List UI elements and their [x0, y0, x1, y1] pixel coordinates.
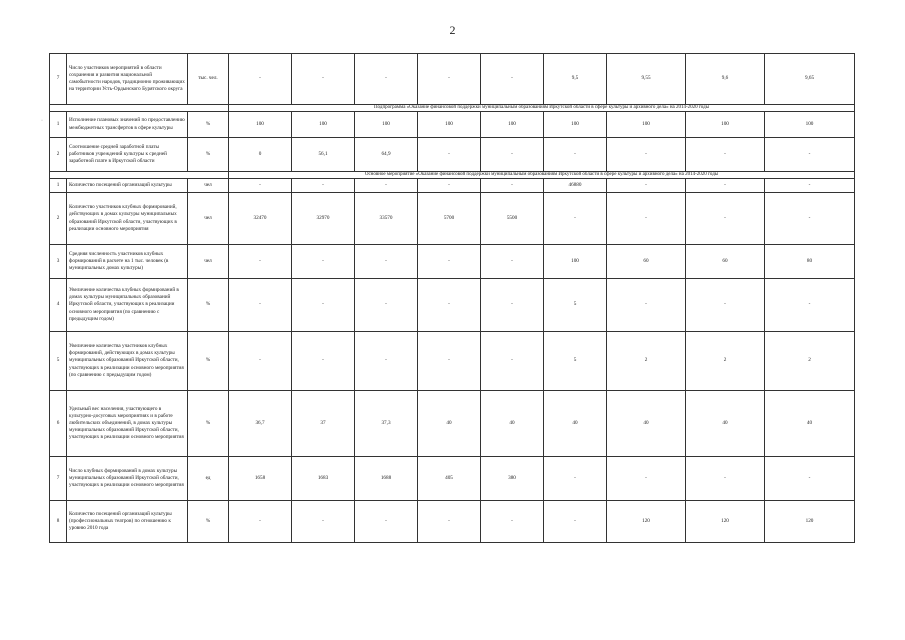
value-cell: 120 [686, 501, 765, 543]
indicator-name: Удельный вес населения, участвующего в культурно-досуговых мероприятиях и в работе любительских объединений, в домах культуры муниципальных образований Иркутской области, участвующих в реализации основного мероприятия [67, 391, 188, 457]
value-cell: - [418, 501, 481, 543]
value-cell: 1688 [355, 457, 418, 501]
value-cell: - [481, 501, 544, 543]
value-cell: - [765, 279, 855, 332]
value-cell: - [481, 54, 544, 105]
value-cell: 1683 [292, 457, 355, 501]
value-cell: 36,7 [229, 391, 292, 457]
unit-cell: % [188, 112, 229, 138]
section-header-row [50, 105, 855, 112]
value-cell: - [292, 179, 355, 193]
value-cell: 100 [481, 112, 544, 138]
value-cell: - [607, 193, 686, 245]
value-cell: - [607, 138, 686, 172]
indicator-name: Количество участников клубных формирований, действующих в домах культуры муниципальных образований Иркутской области, участвующих в реализации основного мероприятия [67, 193, 188, 245]
value-cell: - [481, 279, 544, 332]
section-blank-cell [50, 172, 229, 179]
row-number: 1 [50, 112, 67, 138]
value-cell: 80 [765, 245, 855, 279]
value-cell: 380 [481, 457, 544, 501]
value-cell: - [481, 332, 544, 391]
table-row [50, 501, 855, 543]
value-cell: 40 [765, 391, 855, 457]
indicator-name: Число клубных формирований в домах культуры муниципальных образований Иркутской области, участвующих в реализации основного мероприятия [67, 457, 188, 501]
value-cell: - [686, 279, 765, 332]
value-cell: 37 [292, 391, 355, 457]
value-cell: 32470 [229, 193, 292, 245]
value-cell: 40 [607, 391, 686, 457]
value-cell: - [292, 54, 355, 105]
indicator-name: Количество посещений организаций культуры (профессиональных театров) по отношению к уровню 2010 года [67, 501, 188, 543]
value-cell: - [544, 457, 607, 501]
value-cell: - [229, 179, 292, 193]
value-cell: - [229, 332, 292, 391]
value-cell: 60 [607, 245, 686, 279]
value-cell: - [292, 279, 355, 332]
value-cell: 0 [229, 138, 292, 172]
value-cell: - [765, 457, 855, 501]
section-title: Подпрограмма «Оказание финансовой поддержки муниципальным образованиям Иркутской области в сфере культуры и архивного дела» на 2014-2020 годы [229, 105, 855, 112]
value-cell: - [481, 138, 544, 172]
value-cell: - [292, 332, 355, 391]
value-cell: 40 [544, 391, 607, 457]
indicator-name: Увеличение количества участников клубных формирований, действующих в домах культуры муниципальных образований Иркутской области, участвующих в реализации основного мероприятия (по сравнению с предыдущим годом) [67, 332, 188, 391]
value-cell: 5700 [418, 193, 481, 245]
unit-cell: % [188, 391, 229, 457]
indicators-table [49, 53, 855, 543]
value-cell: 100 [765, 112, 855, 138]
value-cell: 64,9 [355, 138, 418, 172]
section-title: Основное мероприятие «Оказание финансовой поддержки муниципальным образованиям Иркутской области в сфере культуры и архивного дела» на 2014-2020 годы [229, 172, 855, 179]
row-number: 6 [50, 391, 67, 457]
value-cell: - [481, 245, 544, 279]
row-number: 1 [50, 179, 67, 193]
value-cell: 5 [544, 279, 607, 332]
value-cell: - [544, 501, 607, 543]
indicator-name: Увеличение количества клубных формирований в домах культуры муниципальных образований Иркутской области, участвующих в реализации основного мероприятия (по сравнению с предыдущим годом) [67, 279, 188, 332]
value-cell: 40 [686, 391, 765, 457]
unit-cell: чел [188, 193, 229, 245]
value-cell: 100 [544, 112, 607, 138]
table-row [50, 279, 855, 332]
value-cell: - [607, 457, 686, 501]
table-row [50, 332, 855, 391]
value-cell: - [229, 54, 292, 105]
value-cell: - [418, 179, 481, 193]
value-cell: 2 [686, 332, 765, 391]
value-cell: - [686, 193, 765, 245]
value-cell: 100 [355, 112, 418, 138]
row-number: 5 [50, 332, 67, 391]
indicator-name: Число участников мероприятий в области сохранения и развития национальной самобытности народов, традиционно проживающих на территории Усть-Ордынского Бурятского округа [67, 54, 188, 105]
row-number: 7 [50, 54, 67, 105]
value-cell: - [418, 138, 481, 172]
value-cell: 60 [686, 245, 765, 279]
value-cell: - [229, 501, 292, 543]
indicator-name: Количество посещений организаций культуры [67, 179, 188, 193]
value-cell: - [292, 501, 355, 543]
value-cell: 40 [418, 391, 481, 457]
value-cell: - [544, 193, 607, 245]
value-cell: - [607, 179, 686, 193]
value-cell: - [229, 279, 292, 332]
value-cell: - [355, 501, 418, 543]
value-cell: 1658 [229, 457, 292, 501]
unit-cell: тыс. чел. [188, 54, 229, 105]
value-cell: - [355, 332, 418, 391]
value-cell: 40 [481, 391, 544, 457]
section-header-row [50, 172, 855, 179]
table-row [50, 54, 855, 105]
value-cell: 33570 [355, 193, 418, 245]
value-cell: 100 [229, 112, 292, 138]
value-cell: - [765, 179, 855, 193]
unit-cell: чел [188, 179, 229, 193]
table-row [50, 245, 855, 279]
value-cell: - [686, 179, 765, 193]
row-number: 8 [50, 501, 67, 543]
value-cell: 5 [544, 332, 607, 391]
value-cell: - [607, 279, 686, 332]
value-cell: 9,6 [686, 54, 765, 105]
page-number: 2 [449, 23, 456, 37]
value-cell: - [544, 138, 607, 172]
value-cell: - [355, 279, 418, 332]
row-number: 3 [50, 245, 67, 279]
value-cell: 2 [607, 332, 686, 391]
value-cell: - [418, 245, 481, 279]
value-cell: - [686, 457, 765, 501]
value-cell: 9,65 [765, 54, 855, 105]
value-cell: 405 [418, 457, 481, 501]
indicator-name: Соотношение средней заработной платы работников учреждений культуры к средней заработной плате в Иркутской области [67, 138, 188, 172]
value-cell: 9,5 [544, 54, 607, 105]
unit-cell: % [188, 138, 229, 172]
section-blank-cell [50, 105, 229, 112]
table-row [50, 112, 855, 138]
value-cell: - [355, 179, 418, 193]
unit-cell: % [188, 501, 229, 543]
indicator-name: Исполнение плановых значений по предоставлению межбюджетных трансфертов в сфере культуры [67, 112, 188, 138]
table-row [50, 391, 855, 457]
value-cell: - [355, 54, 418, 105]
row-number: 2 [50, 193, 67, 245]
value-cell: - [418, 54, 481, 105]
value-cell: - [418, 279, 481, 332]
value-cell: 2 [765, 332, 855, 391]
row-number: 4 [50, 279, 67, 332]
margin-mark: · [41, 118, 43, 124]
table-row [50, 457, 855, 501]
indicators-table-body [50, 54, 855, 543]
table-row [50, 193, 855, 245]
value-cell: - [481, 179, 544, 193]
value-cell: 100 [292, 112, 355, 138]
value-cell: 37,3 [355, 391, 418, 457]
value-cell: 56,1 [292, 138, 355, 172]
value-cell: - [765, 193, 855, 245]
value-cell: - [355, 245, 418, 279]
value-cell: 100 [544, 245, 607, 279]
unit-cell: чел [188, 245, 229, 279]
row-number: 2 [50, 138, 67, 172]
value-cell: 120 [607, 501, 686, 543]
value-cell: - [686, 138, 765, 172]
value-cell: 46880 [544, 179, 607, 193]
unit-cell: % [188, 279, 229, 332]
table-row [50, 179, 855, 193]
row-number: 7 [50, 457, 67, 501]
value-cell: - [229, 245, 292, 279]
value-cell: - [418, 332, 481, 391]
value-cell: - [292, 245, 355, 279]
table-row [50, 138, 855, 172]
indicator-name: Средняя численность участников клубных формирований в расчете на 1 тыс. человек (в муниципальных домах культуры) [67, 245, 188, 279]
unit-cell: % [188, 332, 229, 391]
value-cell: 32970 [292, 193, 355, 245]
value-cell: 9,55 [607, 54, 686, 105]
value-cell: 5500 [481, 193, 544, 245]
value-cell: 120 [765, 501, 855, 543]
unit-cell: ед [188, 457, 229, 501]
value-cell: - [765, 138, 855, 172]
value-cell: 100 [686, 112, 765, 138]
value-cell: 100 [418, 112, 481, 138]
value-cell: 100 [607, 112, 686, 138]
